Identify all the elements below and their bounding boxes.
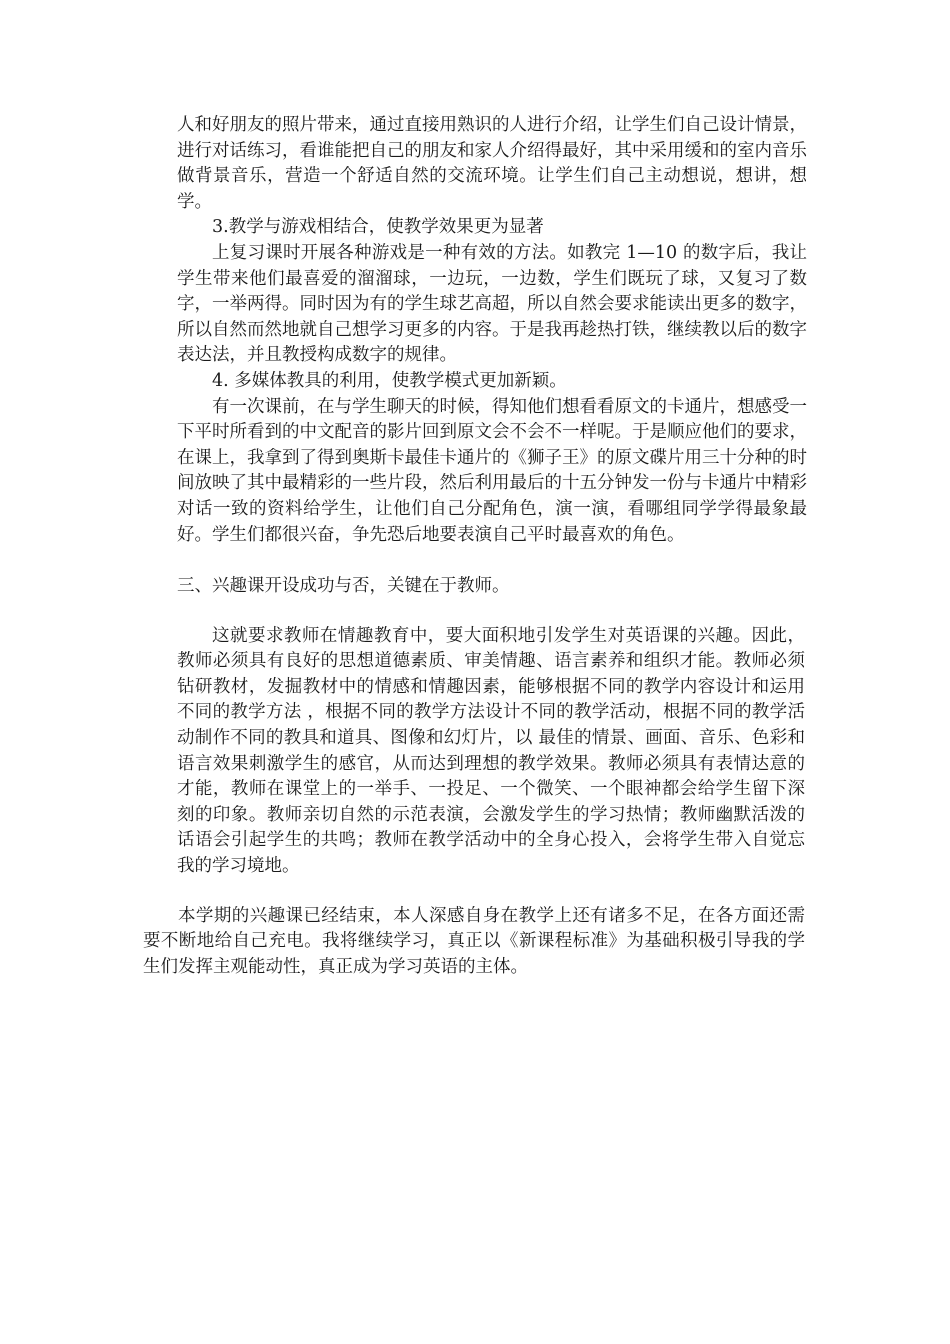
paragraph-closing: 本学期的兴趣课已经结束，本人深感自身在教学上还有诸多不足，在各方面还需要不断地给自己充电。我将继续学习，真正以《新课程标准》为基础积极引导我的学生们发挥主观能动性，真正成为学习英语的主体。 — [143, 905, 805, 977]
section-3-title: 三、兴趣课开设成功与否，关键在于教师。 — [177, 576, 510, 597]
paragraph-point-4: 有一次课前，在与学生聊天的时候，得知他们想看看原文的卡通片，想感受一下平时所看到的中文配音的影片回到原文会不会不一样呢。于是顺应他们的要求，在课上，我拿到了得到奥斯卡最佳卡通片的《狮子王》的原文碟片用三十分种的时间放映了其中最精彩的一些片段，然后利用最后的十五分钟发一份与卡通片中精彩对话一致的资料给学生，让他们自己分配角色，演一演，看哪组同学学得最象最好。学生们都很兴奋，争先恐后地要表演自己平时最喜欢的角色。 — [177, 396, 807, 545]
paragraph-point-3: 上复习课时开展各种游戏是一种有效的方法。如教完 1—10 的数字后，我让学生带来他们最喜爱的溜溜球，一边玩，一边数，学生们既玩了球，又复习了数字，一举两得。同时因为有的学生球艺高超，所以自然会要求能读出更多的数字，所以自然而然地就自己想学习更多的内容。于是我再趁热打铁，继续教以后的数字表达法，并且教授构成数字的规律。 — [177, 242, 807, 366]
heading-point-4: 4. 多媒体教具的利用，使教学模式更加新颖。 — [212, 370, 567, 391]
paragraph-teacher: 这就要求教师在情趣教育中，要大面积地引发学生对英语课的兴趣。因此，教师必须具有良好的思想道德素质、审美情趣、语言素养和组织才能。教师必须钻研教材，发掘教材中的情感和情趣因素，能够根据不同的教学内容设计和运用不同的教学方法 ，根据不同的教学方法设计不同的教学活动，根据不同的教学活动制作不同的教具和道具、图像和幻灯片，以 最佳的情景、画面、音乐、色彩和语言效果刺激学生的感官，从而达到理想的教学效果。教师必须具有表情达意的才能，教师在课堂上的一举手、一投足、一个微笑、一个眼神都会给学生留下深 刻的印象。教师亲切自然的示范表演，会激发学生的学习热情；教师幽默活泼的话语会引起学生的共鸣；教师在教学活动中的全身心投入，会将学生带入自觉忘我的学习境地。 — [177, 625, 805, 877]
document-body — [0, 113, 950, 980]
heading-point-3: 3.教学与游戏相结合，使教学效果更为显著 — [212, 217, 544, 238]
paragraph-intro: 人和好朋友的照片带来，通过直接用熟识的人进行介绍，让学生们自己设计情景，进行对话练习，看谁能把自己的朋友和家人介绍得最好，其中采用缓和的室内音乐做背景音乐，营造一个舒适自然的交流环境。让学生们自己主动想说，想讲，想学。 — [177, 115, 807, 212]
